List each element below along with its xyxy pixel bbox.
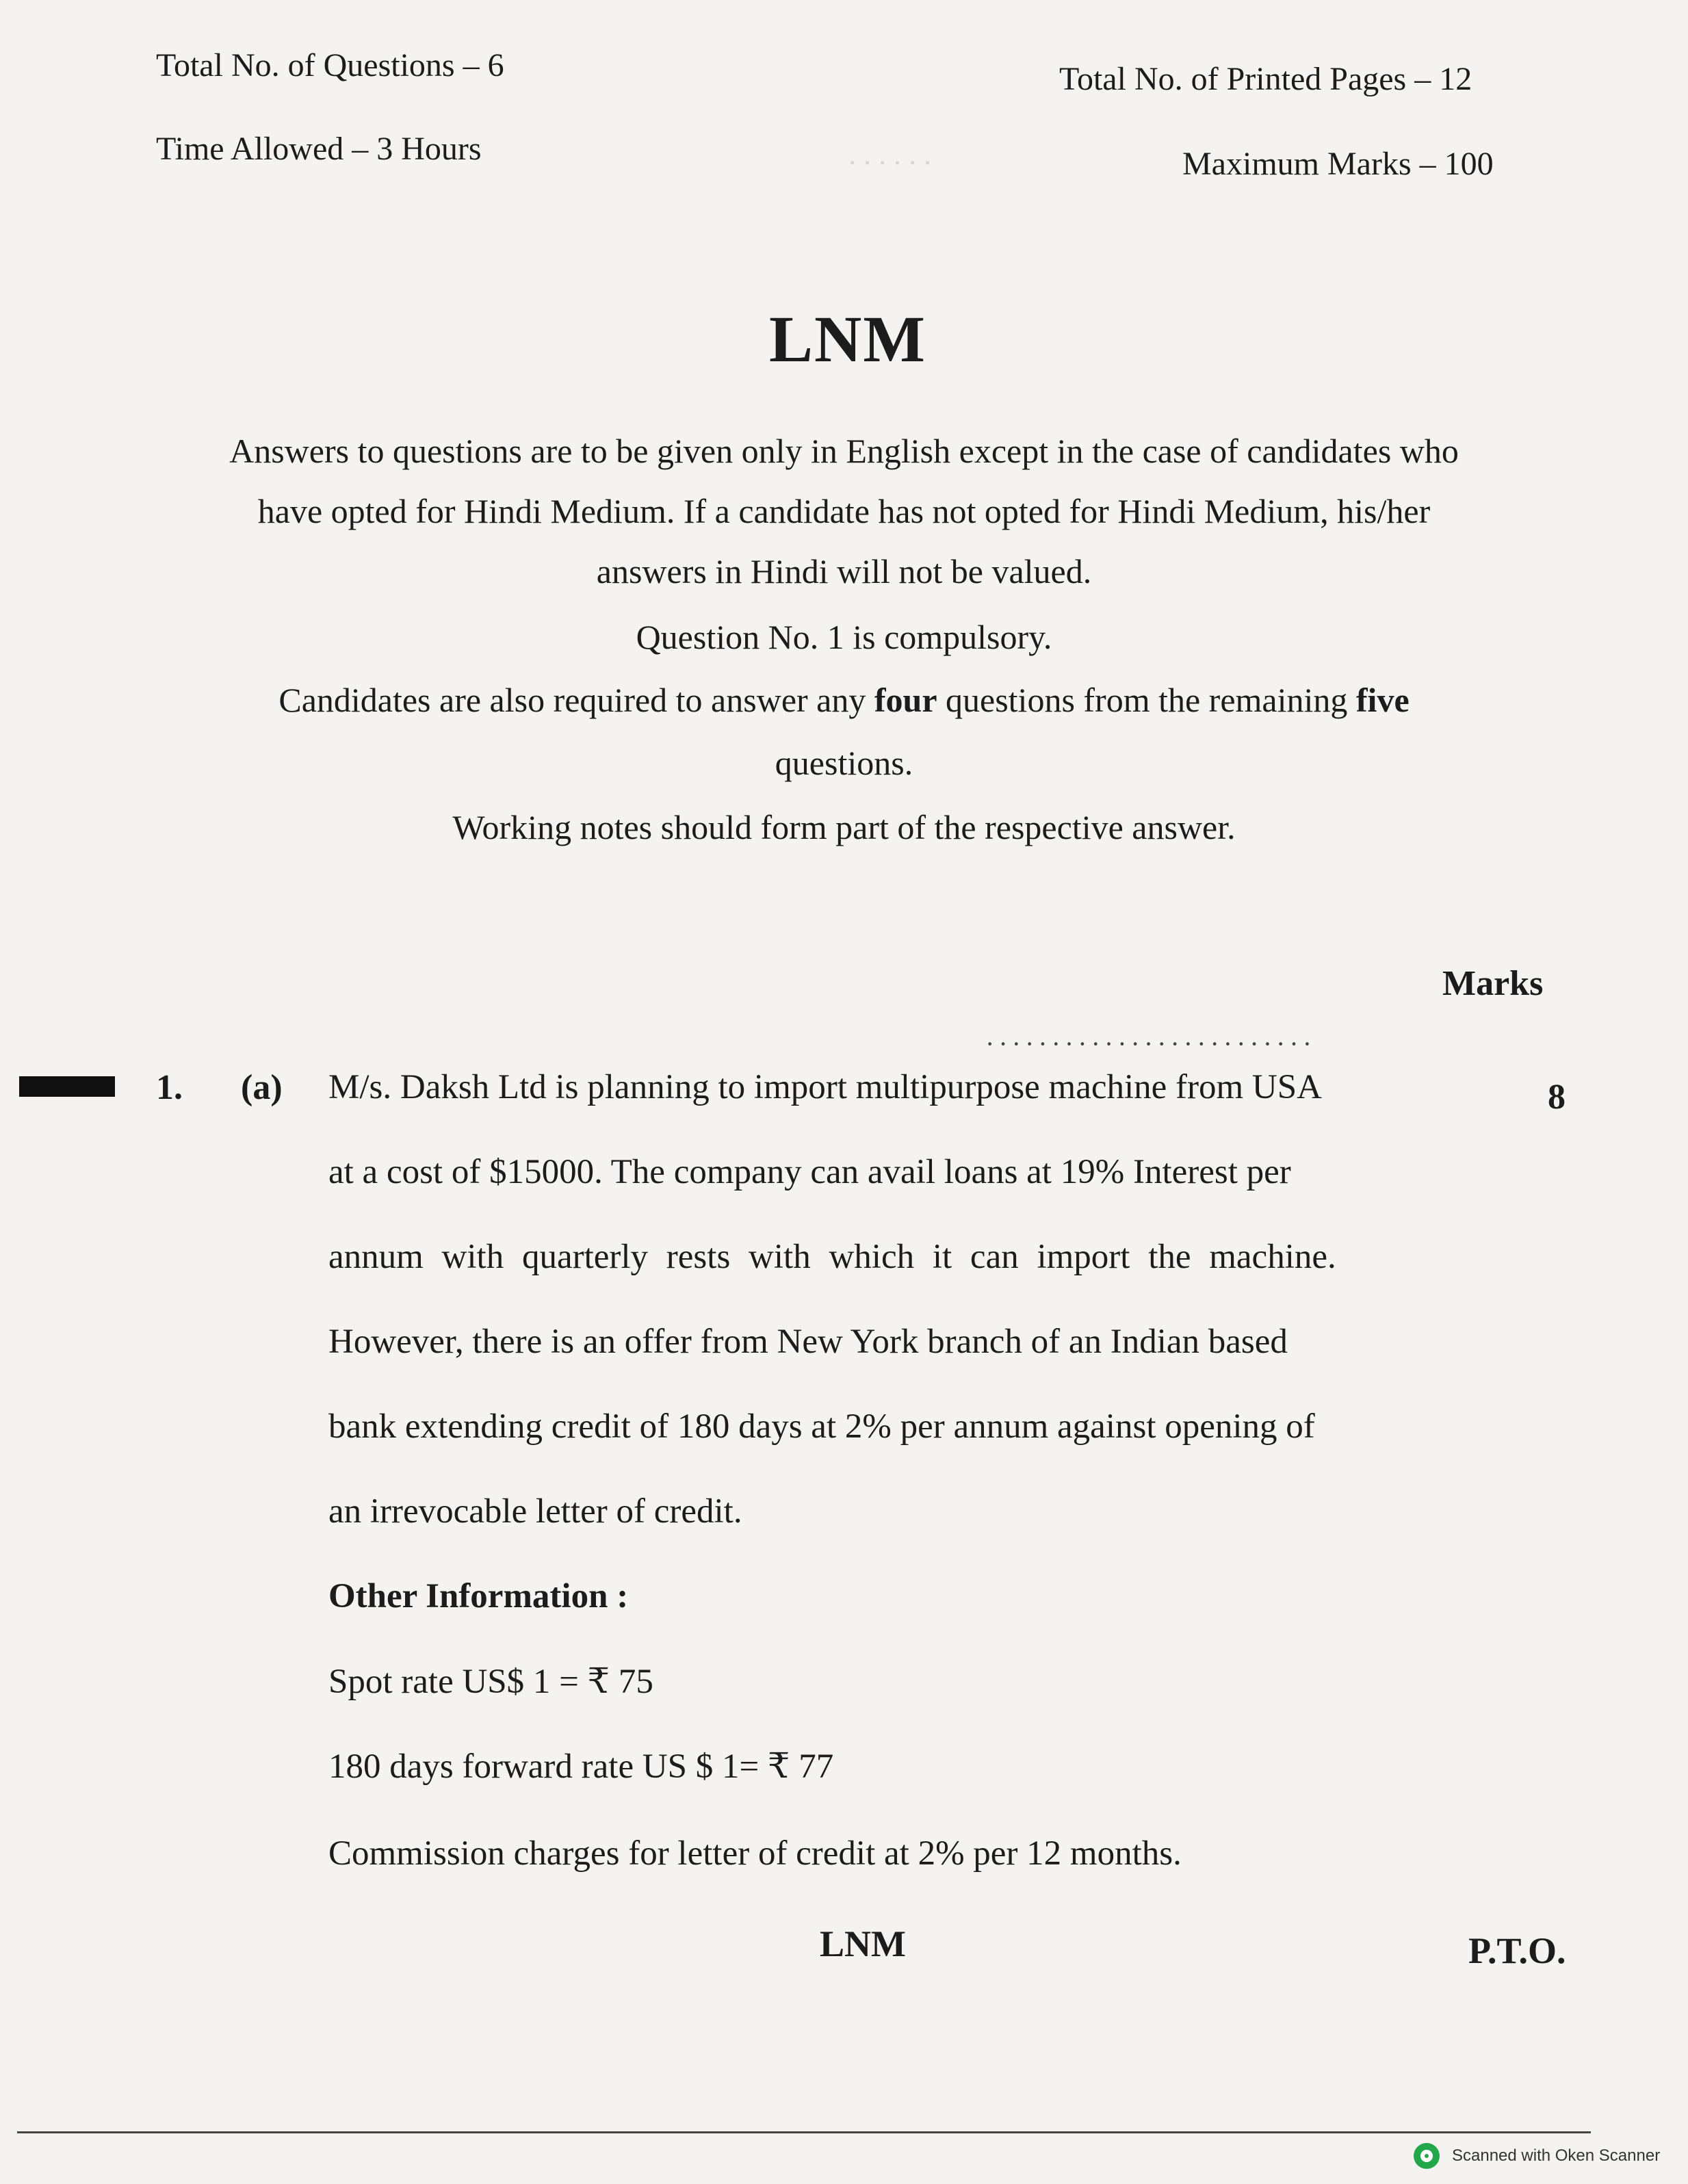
scanner-watermark [1414, 2143, 1660, 2169]
instruction-line-3: answers in Hindi will not be valued. [596, 552, 1092, 590]
question-number: 1. [156, 1068, 183, 1107]
total-printed-pages: Total No. of Printed Pages – 12 [1059, 61, 1472, 97]
commission-charges: Commission charges for letter of credit at 2% per 12 months. [328, 1834, 1182, 1873]
footer-code: LNM [820, 1923, 906, 1964]
question-line-3: annum with quarterly rests with which it can import the machine. [328, 1238, 1336, 1276]
margin-mark [19, 1076, 115, 1097]
requirement-count-four: four [874, 681, 937, 719]
question-part: (a) [241, 1068, 283, 1107]
question-line-5: bank extending credit of 180 days at 2% per annum against opening of [328, 1407, 1315, 1446]
requirement-questions: questions. [775, 744, 913, 782]
marks-heading: Marks [1442, 964, 1544, 1003]
page-bottom-rule [17, 2131, 1591, 2133]
instruction-line-2: have opted for Hindi Medium. If a candidate has not opted for Hindi Medium, his/her [257, 492, 1431, 530]
question-line-1: M/s. Daksh Ltd is planning to import multipurpose machine from USA [328, 1068, 1322, 1106]
spot-rate: Spot rate US$ 1 = ₹ 75 [328, 1663, 653, 1701]
other-info-heading: Other Information : [328, 1577, 629, 1615]
scanner-watermark-text: Scanned with Oken Scanner [1452, 2146, 1661, 2165]
total-questions: Total No. of Questions – 6 [156, 47, 504, 83]
answer-requirement [0, 680, 1688, 720]
scanner-logo-icon [1414, 2143, 1440, 2169]
requirement-count-five: five [1355, 681, 1410, 719]
compulsory-note: Question No. 1 is compulsory. [636, 618, 1052, 656]
requirement-text-c: questions from the remaining [946, 681, 1348, 719]
instruction-line-1: Answers to questions are to be given only in English except in the case of candidates who [229, 432, 1459, 470]
stray-dots: ························· [985, 1028, 1316, 1059]
bleed-through-text: . . . . . . [848, 138, 931, 171]
question-marks: 8 [1548, 1078, 1566, 1117]
paper-code-title: LNM [769, 302, 926, 376]
question-line-4: However, there is an offer from New York branch of an Indian based [328, 1323, 1288, 1361]
forward-rate: 180 days forward rate US $ 1= ₹ 77 [328, 1747, 834, 1786]
working-notes-note: Working notes should form part of the respective answer. [452, 808, 1236, 846]
maximum-marks: Maximum Marks – 100 [1182, 146, 1494, 182]
requirement-text-a: Candidates are also required to answer any [278, 681, 866, 719]
question-line-6: an irrevocable letter of credit. [328, 1492, 742, 1531]
time-allowed: Time Allowed – 3 Hours [156, 131, 482, 167]
question-line-2: at a cost of $15000. The company can avail loans at 19% Interest per [328, 1153, 1291, 1191]
page-turn-note: P.T.O. [1468, 1930, 1566, 1971]
